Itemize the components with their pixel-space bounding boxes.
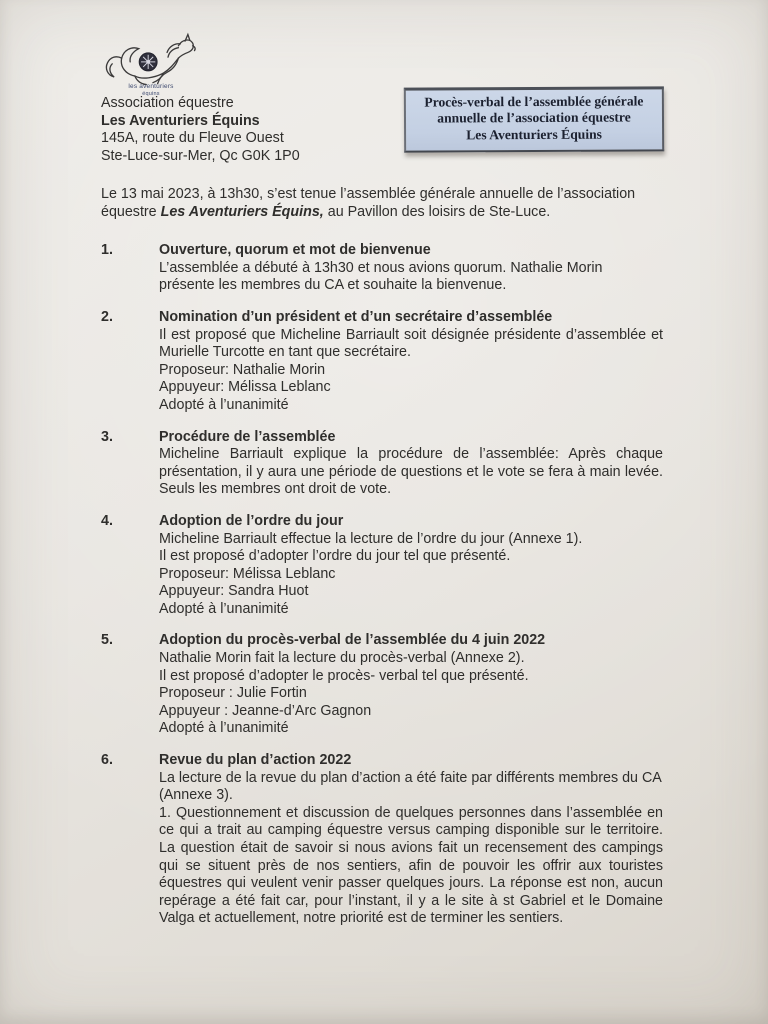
item-paragraph: L’assemblée a débuté à 13h30 et nous avions quorum. Nathalie Morin présente les membres du CA et souhaite la bienvenue. <box>159 259 603 294</box>
item-adoption: Adopté à l’unanimité <box>159 600 289 617</box>
item-paragraph: Il est proposé d’adopter l’ordre du jour tel que présenté. <box>159 548 511 565</box>
item-body <box>159 309 663 415</box>
item-paragraph: Il est proposé que Micheline Barriault soit désignée présidente d’assemblée et Murielle Turcotte en tant que secrétaire. <box>159 326 663 361</box>
item-title: Revue du plan d’action 2022 <box>159 752 352 769</box>
agenda-item-3 <box>101 429 663 499</box>
address-line-org: Association équestre <box>101 95 234 111</box>
item-body <box>159 632 663 738</box>
item-paragraph: Nathalie Morin fait la lecture du procès-verbal (Annexe 2). <box>159 650 525 667</box>
agenda-item-6 <box>101 752 663 928</box>
item-title: Procédure de l’assemblée <box>159 428 336 445</box>
intro-text-after: au Pavillon des loisirs de Ste-Luce. <box>323 203 551 220</box>
minutes-content <box>101 186 663 942</box>
intro-paragraph <box>101 186 663 221</box>
item-title: Nomination d’un président et d’un secrétaire d’assemblée <box>159 308 553 325</box>
item-appuyeur: Appuyeur: Sandra Huot <box>159 583 309 600</box>
item-body <box>159 242 663 295</box>
logo-caption-line2: équins <box>142 90 160 97</box>
item-title: Ouverture, quorum et mot de bienvenue <box>159 242 431 259</box>
item-number: 2. <box>101 308 113 325</box>
item-proposeur: Proposeur: Nathalie Morin <box>159 361 326 378</box>
agenda-item-4 <box>101 513 663 619</box>
agenda-item-5 <box>101 632 663 738</box>
association-logo <box>96 30 206 97</box>
address-block <box>101 95 300 165</box>
title-box-line-3: Les Aventuriers Équins <box>466 127 602 143</box>
item-body <box>159 752 663 928</box>
item-paragraph: Micheline Barriault effectue la lecture de l’ordre du jour (Annexe 1). <box>159 530 583 547</box>
logo-caption-line1: les aventuriers <box>128 83 174 90</box>
item-proposeur: Proposeur: Mélissa Leblanc <box>159 565 336 582</box>
item-paragraph: Micheline Barriault explique la procédure de l’assemblée: Après chaque présentation, il y aura une période de questions et le vote se fera à main levée. Seuls les membres ont droit de vote. <box>159 446 663 498</box>
title-box-line-1: Procès-verbal de l’assemblée générale <box>424 93 644 110</box>
address-line-street: 145A, route du Fleuve Ouest <box>101 130 284 147</box>
item-adoption: Adopté à l’unanimité <box>159 396 289 413</box>
item-appuyeur: Appuyeur: Mélissa Leblanc <box>159 379 331 396</box>
agenda-item-1 <box>101 242 663 295</box>
item-body <box>159 429 663 499</box>
item-number: 5. <box>101 632 113 649</box>
association-name-emphasis: Les Aventuriers Équins, <box>160 203 324 220</box>
item-paragraph: 1. Questionnement et discussion de quelques personnes dans l’assemblée en ce qui a trait au camping équestre versus camping disponible sur le territoire. La question était de savoir si nous avions fait un recensement des campings qui se situent près de nos sentiers, afin de pouvoir les offrir aux touristes équestres qui veulent venir passer quelques jours. La réponse est non, aucun repérage a été fait car, pour l’instant, il y a le site à st Gabriel et le Domaine Valga et actuellement, notre priorité est de terminer les sentiers. <box>159 804 663 927</box>
item-title: Adoption de l’ordre du jour <box>159 512 344 529</box>
item-body <box>159 513 663 619</box>
agenda-item-2 <box>101 309 663 415</box>
item-number: 3. <box>101 428 113 445</box>
intro-text-before: Le 13 mai 2023, à 13h30, s’est tenue l’assemblée générale annuelle de l’association équestre <box>101 186 636 220</box>
item-appuyeur: Appuyeur : Jeanne-d’Arc Gagnon <box>159 702 372 719</box>
item-number: 1. <box>101 242 113 259</box>
title-box <box>404 86 664 152</box>
item-title: Adoption du procès-verbal de l’assemblée du 4 juin 2022 <box>159 632 546 649</box>
horse-logo-icon <box>99 30 203 90</box>
item-proposeur: Proposeur : Julie Fortin <box>159 685 307 702</box>
item-paragraph: La lecture de la revue du plan d’action a été faite par différents membres du CA (Annexe 3). <box>159 769 662 804</box>
address-line-name: Les Aventuriers Équins <box>101 112 260 129</box>
item-number: 4. <box>101 512 113 529</box>
item-number: 6. <box>101 752 113 769</box>
item-adoption: Adopté à l’unanimité <box>159 720 289 737</box>
item-paragraph: Il est proposé d’adopter le procès- verbal tel que présenté. <box>159 667 529 684</box>
title-box-line-2: annuelle de l’association équestre <box>437 109 631 126</box>
address-line-city: Ste-Luce-sur-Mer, Qc G0K 1P0 <box>101 147 300 164</box>
